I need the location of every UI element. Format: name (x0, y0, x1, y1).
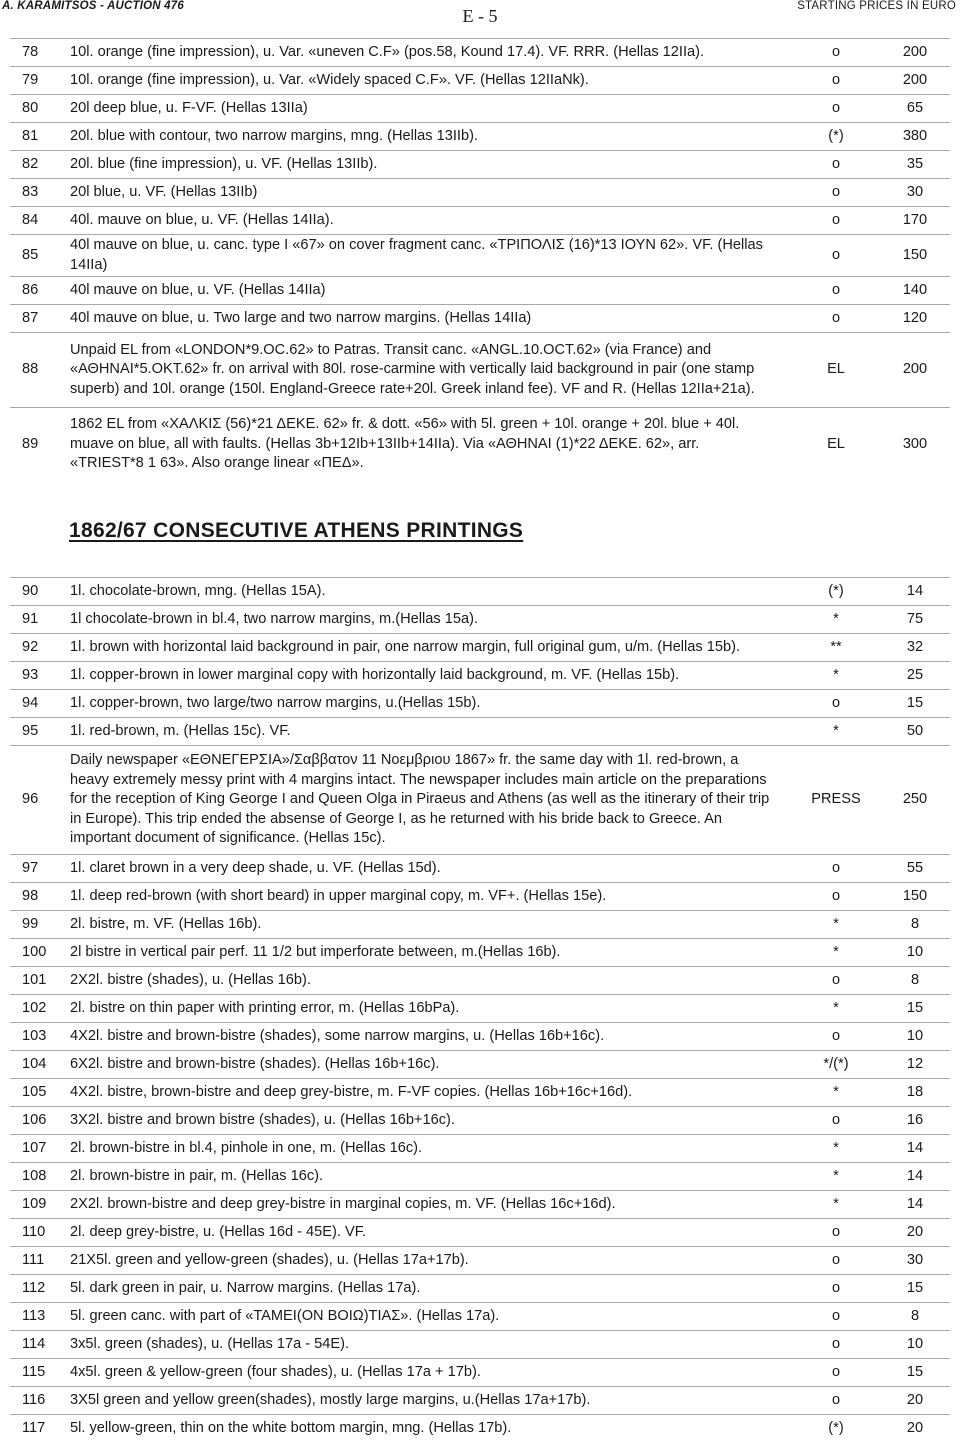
lot-row (10, 66, 950, 94)
lot-number: 82 (22, 155, 39, 172)
lot-row (10, 717, 950, 745)
lot-price: 8 (910, 971, 920, 988)
lot-number: 97 (22, 859, 39, 876)
lot-row (10, 910, 950, 938)
lot-number: 117 (22, 1419, 46, 1436)
lot-row (10, 122, 950, 150)
lot-price: 15 (906, 694, 924, 711)
lot-row (10, 633, 950, 661)
lot-description: 5l. dark green in pair, u. Narrow margins. (Hellas 17a). (70, 1279, 421, 1296)
lot-description: Unpaid EL from «LONDON*9.OC.62» to Patras. Transit canc. «ANGL.10.OCT.62» (via France) and «ΑΘΗΝΑΙ*5.ΟΚΤ.62» fr. on arrival with 80l. rose-carmine with vertically laid background in pair (one stamp superb) and 10l. orange (150l. England-Greece rate+20l. Greek inland fee). VF and R. (Hellas 12IIa+21a). (70, 341, 755, 397)
lot-description: 6X2l. bistre and brown-bistre (shades). (Hellas 16b+16c). (70, 1055, 440, 1072)
lot-condition: o (831, 1111, 841, 1128)
lot-number: 93 (22, 666, 39, 683)
lot-row (10, 206, 950, 234)
lot-description: 2l. bistre, m. VF. (Hellas 16b). (70, 915, 262, 932)
lot-row (10, 994, 950, 1022)
lot-price: 20 (906, 1223, 924, 1240)
lot-description: 20l deep blue, u. F-VF. (Hellas 13IIa) (70, 99, 308, 116)
lot-condition: o (831, 43, 841, 60)
lot-row (10, 1414, 950, 1442)
lot-description: 4x5l. green & yellow-green (four shades), u. (Hellas 17a + 17b). (70, 1363, 481, 1380)
lot-row (10, 276, 950, 304)
lot-price: 10 (906, 943, 924, 960)
lot-description: 40l mauve on blue, u. canc. type I «67» on cover fragment canc. «ΤΡΙΠΟΛΙΣ (16)*13 ΙΟΥΝ 62». VF. (Hellas 14IIa) (70, 237, 763, 273)
lot-price: 380 (902, 127, 928, 144)
lot-price: 30 (906, 1251, 924, 1268)
lot-price: 20 (906, 1391, 924, 1408)
lot-row (10, 94, 950, 122)
lot-description: 1l chocolate-brown in bl.4, two narrow margins, m.(Hellas 15a). (70, 610, 478, 627)
lot-row (10, 938, 950, 966)
lot-row (10, 1134, 950, 1162)
lot-row (10, 234, 950, 276)
lot-description: 4X2l. bistre and brown-bistre (shades), some narrow margins, u. (Hellas 16b+16c). (70, 1027, 605, 1044)
lot-price: 10 (906, 1027, 924, 1044)
lot-row (10, 1302, 950, 1330)
lot-condition: EL (827, 435, 845, 452)
lot-description: 1l. red-brown, m. (Hellas 15c). VF. (70, 722, 291, 739)
lot-price: 14 (906, 1195, 924, 1212)
lot-row (10, 689, 950, 717)
lot-description: 40l mauve on blue, u. VF. (Hellas 14IIa) (70, 281, 326, 298)
lot-number: 112 (22, 1279, 46, 1296)
lot-row (10, 1330, 950, 1358)
lot-description: 2l bistre in vertical pair perf. 11 1/2 but imperforate between, m.(Hellas 16b). (70, 943, 561, 960)
lot-price: 55 (906, 859, 924, 876)
lot-row (10, 1386, 950, 1414)
lot-description: 2l. brown-bistre in pair, m. (Hellas 16c). (70, 1167, 324, 1184)
lot-description: 1l. claret brown in a very deep shade, u. VF. (Hellas 15d). (70, 859, 441, 876)
lot-condition: o (831, 155, 841, 172)
lot-price: 20 (906, 1419, 924, 1436)
lot-price: 65 (906, 99, 924, 116)
lot-number: 106 (22, 1111, 47, 1128)
lot-condition: o (831, 183, 841, 200)
lot-row (10, 882, 950, 910)
lot-row (10, 332, 950, 407)
lot-row (10, 407, 950, 481)
lot-number: 102 (22, 999, 47, 1016)
lot-price: 50 (906, 722, 924, 739)
lot-condition: o (831, 99, 841, 116)
lot-number: 92 (22, 638, 39, 655)
lot-number: 96 (22, 791, 39, 808)
lot-row (10, 1218, 950, 1246)
lot-row (10, 854, 950, 882)
lot-condition: * (833, 1139, 839, 1156)
lot-row (10, 605, 950, 633)
lot-number: 115 (22, 1363, 46, 1380)
lot-number: 116 (22, 1391, 46, 1408)
lot-price: 18 (906, 1083, 924, 1100)
lot-condition: * (833, 722, 839, 739)
lot-condition: (*) (828, 582, 844, 599)
lot-price: 300 (902, 435, 928, 452)
lot-condition: */(*) (823, 1055, 849, 1072)
auction-header: A. KARAMITSOS - AUCTION 476 (2, 0, 184, 12)
lot-condition: ** (830, 638, 842, 655)
lot-condition: o (831, 1335, 841, 1352)
lot-number: 108 (22, 1167, 47, 1184)
lot-row (10, 1190, 950, 1218)
lot-condition: o (831, 887, 841, 904)
lot-number: 105 (22, 1083, 47, 1100)
lot-condition: o (831, 211, 841, 228)
lot-number: 101 (22, 971, 47, 988)
lot-description: 2X2l. bistre (shades), u. (Hellas 16b). (70, 971, 311, 988)
lot-row (10, 966, 950, 994)
lot-number: 98 (22, 887, 39, 904)
lot-description: 40l mauve on blue, u. Two large and two narrow margins. (Hellas 14IIa) (70, 309, 532, 326)
lot-number: 88 (22, 361, 39, 378)
lot-condition: * (833, 1083, 839, 1100)
lot-price: 10 (906, 1335, 924, 1352)
lot-description: 20l. blue (fine impression), u. VF. (Hellas 13IIb). (70, 155, 378, 172)
lot-price: 35 (906, 155, 924, 172)
lot-description: 21X5l. green and yellow-green (shades), u. (Hellas 17a+17b). (70, 1251, 469, 1268)
lot-price: 14 (906, 1139, 924, 1156)
lot-row (10, 1106, 950, 1134)
lot-price: 25 (906, 666, 924, 683)
lot-number: 81 (22, 127, 39, 144)
lot-description: 1l. brown with horizontal laid background in pair, one narrow margin, full original gum, u/m. (Hellas 15b). (70, 638, 741, 655)
lot-price: 30 (906, 183, 924, 200)
lot-condition: (*) (828, 127, 844, 144)
lot-number: 90 (22, 582, 39, 599)
lot-description: 1l. deep red-brown (with short beard) in upper marginal copy, m. VF+. (Hellas 15e). (70, 887, 607, 904)
lot-description: 20l blue, u. VF. (Hellas 13IIb) (70, 183, 258, 200)
lot-price: 200 (902, 361, 928, 378)
lot-description: 2l. deep grey-bistre, u. (Hellas 16d - 45E). VF. (70, 1223, 367, 1240)
lot-description: 10l. orange (fine impression), u. Var. «uneven C.F» (pos.58, Kound 17.4). VF. RRR. (Hellas 12IIa). (70, 43, 705, 60)
lot-number: 79 (22, 71, 39, 88)
lot-condition: * (833, 666, 839, 683)
lot-description: Daily newspaper «ΕΘΝΕΓΕΡΣΙΑ»/Σαββατον 11 Νοεμβριου 1867» fr. the same day with 1l. red-brown, a heavy extremely messy print with 4 margins intact. The newspaper includes main article on the preparations for the reception of King George I and Queen Olga in Piraeus and Athens (as well as the itinerary of their trip in Europe). This trip ended the absense of George I, as he returned with his bride back to Greece. An important document of significance. (Hellas 15c). (70, 752, 770, 847)
lot-number: 87 (22, 309, 39, 326)
section-title: 1862/67 CONSECUTIVE ATHENS PRINTINGS (69, 519, 524, 542)
lot-description: 10l. orange (fine impression), u. Var. «Widely spaced C.F». VF. (Hellas 12IIaNk). (70, 71, 589, 88)
lot-condition: o (831, 694, 841, 711)
lot-number: 111 (22, 1251, 45, 1268)
lot-description: 40l. mauve on blue, u. VF. (Hellas 14IIa). (70, 211, 334, 228)
lot-price: 16 (906, 1111, 924, 1128)
lot-condition: o (831, 309, 841, 326)
lot-row (10, 178, 950, 206)
lot-price: 200 (902, 43, 928, 60)
lot-price: 140 (902, 281, 928, 298)
lot-condition: o (831, 281, 841, 298)
lot-description: 20l. blue with contour, two narrow margins, mng. (Hellas 13IIb). (70, 127, 478, 144)
lot-number: 114 (22, 1335, 46, 1352)
lot-row (10, 745, 950, 854)
lot-number: 110 (22, 1223, 46, 1240)
lot-number: 107 (22, 1139, 47, 1156)
lot-price: 170 (902, 211, 928, 228)
lot-number: 99 (22, 915, 39, 932)
lot-price: 12 (906, 1055, 924, 1072)
lot-description: 4X2l. bistre, brown-bistre and deep grey-bistre, m. F-VF copies. (Hellas 16b+16c+16d). (70, 1083, 633, 1100)
lot-condition: o (831, 1279, 841, 1296)
lot-row (10, 304, 950, 332)
lot-description: 3X2l. bistre and brown bistre (shades), u. (Hellas 16b+16c). (70, 1111, 455, 1128)
page-number: E - 5 (462, 6, 498, 26)
lots-table-1 (10, 38, 950, 481)
lot-condition: o (831, 1027, 841, 1044)
lot-row (10, 661, 950, 689)
lot-price: 14 (906, 1167, 924, 1184)
lot-description: 3X5l green and yellow green(shades), mostly large margins, u.(Hellas 17a+17b). (70, 1391, 591, 1408)
lot-condition: o (831, 1223, 841, 1240)
lot-description: 5l. green canc. with part of «ΤΑΜΕΙ(ΟΝ ΒΟΙΩ)ΤΙΑΣ». (Hellas 17a). (70, 1307, 500, 1324)
lot-price: 200 (902, 71, 928, 88)
lot-condition: PRESS (811, 791, 861, 808)
lot-description: 1l. copper-brown in lower marginal copy with horizontally laid background, m. VF. (Hellas 15b). (70, 666, 680, 683)
lot-condition: * (833, 943, 839, 960)
lot-row (10, 1050, 950, 1078)
lot-row (10, 1358, 950, 1386)
lot-number: 109 (22, 1195, 47, 1212)
lot-number: 113 (22, 1307, 46, 1324)
lot-description: 3x5l. green (shades), u. (Hellas 17a - 54E). (70, 1335, 350, 1352)
lot-row (10, 150, 950, 178)
lot-row (10, 38, 950, 66)
lots-table-2 (10, 577, 950, 1442)
lot-price: 150 (902, 887, 928, 904)
lot-condition: * (833, 1167, 839, 1184)
lot-price: 8 (910, 915, 920, 932)
lot-description: 1862 EL from «ΧΑΛΚΙΣ (56)*21 ΔΕΚΕ. 62» fr. & dott. «56» with 5l. green + 10l. orange + 20l. blue + 40l. muave on blue, all with faults. (Hellas 3b+12Ib+13IIb+14IIa). Via «ΑΘΗΝΑΙ (1)*22 ΔΕΚΕ. 62», arr. «TRIEST*8 1 63». Also orange linear «ΠΕΔ». (70, 416, 740, 472)
lot-number: 86 (22, 281, 39, 298)
lot-number: 91 (22, 610, 39, 627)
lot-price: 32 (906, 638, 924, 655)
lot-condition: o (831, 1391, 841, 1408)
lot-condition: o (831, 859, 841, 876)
lot-price: 8 (910, 1307, 920, 1324)
lot-number: 89 (22, 435, 39, 452)
lot-condition: EL (827, 361, 845, 378)
lot-row (10, 1162, 950, 1190)
lot-number: 104 (22, 1055, 47, 1072)
prices-header: STARTING PRICES IN EURO (797, 0, 956, 12)
lot-price: 14 (906, 582, 924, 599)
lot-description: 2l. bistre on thin paper with printing error, m. (Hellas 16bPa). (70, 999, 460, 1016)
lot-condition: o (831, 1363, 841, 1380)
lot-price: 250 (902, 791, 928, 808)
lot-description: 1l. chocolate-brown, mng. (Hellas 15A). (70, 582, 326, 599)
lot-row (10, 1274, 950, 1302)
lot-price: 120 (902, 309, 928, 326)
lot-number: 100 (22, 943, 47, 960)
lot-row (10, 577, 950, 605)
lot-condition: * (833, 999, 839, 1016)
lot-price: 75 (906, 610, 924, 627)
lot-price: 150 (902, 246, 928, 263)
lot-number: 84 (22, 211, 39, 228)
lot-condition: o (831, 1251, 841, 1268)
lot-row (10, 1246, 950, 1274)
lot-number: 95 (22, 722, 39, 739)
lot-description: 5l. yellow-green, thin on the white bottom margin, mng. (Hellas 17b). (70, 1419, 512, 1436)
lot-condition: * (833, 1195, 839, 1212)
lot-number: 94 (22, 694, 39, 711)
lot-number: 83 (22, 183, 39, 200)
lot-price: 15 (906, 999, 924, 1016)
lot-condition: * (833, 915, 839, 932)
lot-number: 103 (22, 1027, 47, 1044)
lot-condition: (*) (828, 1419, 844, 1436)
lot-condition: o (831, 246, 841, 263)
lot-condition: o (831, 971, 841, 988)
lot-price: 15 (906, 1279, 924, 1296)
lot-row (10, 1078, 950, 1106)
lot-number: 80 (22, 99, 39, 116)
lot-description: 2X2l. brown-bistre and deep grey-bistre in marginal copies, m. VF. (Hellas 16c+16d). (70, 1195, 616, 1212)
lot-price: 15 (906, 1363, 924, 1380)
lot-row (10, 1022, 950, 1050)
lot-condition: o (831, 1307, 841, 1324)
lot-number: 85 (22, 246, 39, 263)
lot-description: 1l. copper-brown, two large/two narrow margins, u.(Hellas 15b). (70, 694, 481, 711)
lot-description: 2l. brown-bistre in bl.4, pinhole in one, m. (Hellas 16c). (70, 1139, 423, 1156)
lot-number: 78 (22, 43, 39, 60)
lot-condition: * (833, 610, 839, 627)
lot-condition: o (831, 71, 841, 88)
